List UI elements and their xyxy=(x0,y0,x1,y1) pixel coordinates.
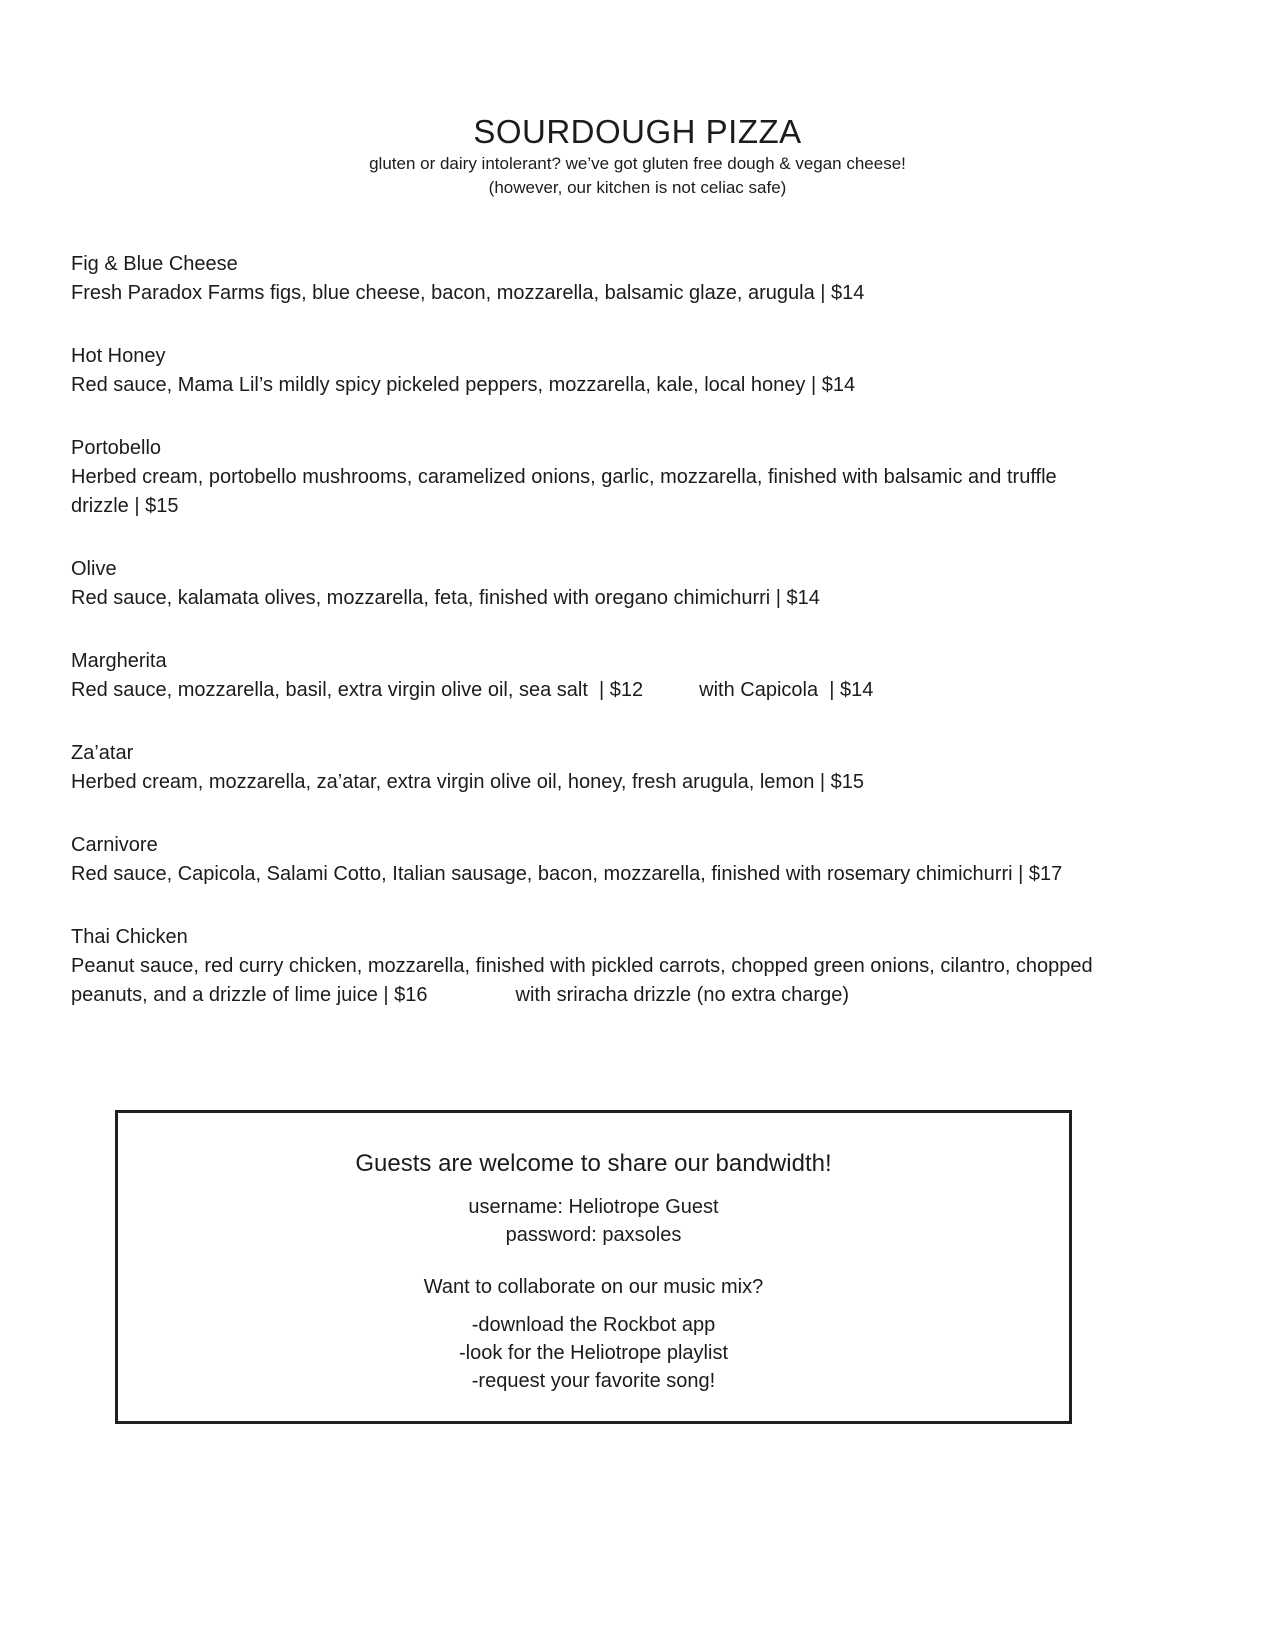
item-description: Fresh Paradox Farms figs, blue cheese, bacon, mozzarella, balsamic glaze, arugula | $14 xyxy=(71,282,865,304)
item-name: Fig & Blue Cheese xyxy=(71,253,238,275)
item-name: Thai Chicken xyxy=(71,926,188,948)
subtitle-line-1: gluten or dairy intolerant? we’ve got gluten free dough & vegan cheese! xyxy=(369,154,906,173)
music-step-playlist: -look for the Heliotrope playlist xyxy=(458,1342,728,1364)
menu-item-zaatar xyxy=(71,739,1119,797)
item-description xyxy=(71,676,1119,705)
music-heading: Want to collaborate on our music mix? xyxy=(423,1276,764,1298)
item-description: Red sauce, Capicola, Salami Cotto, Italian sausage, bacon, mozzarella, finished with rosemary chimichurri | $17 xyxy=(71,863,1063,885)
page-title: SOURDOUGH PIZZA xyxy=(473,113,802,150)
menu-list xyxy=(71,250,1119,1010)
item-desc-text: Red sauce, mozzarella, basil, extra virgin olive oil, sea salt | $12 xyxy=(71,679,644,701)
music-step-download: -download the Rockbot app xyxy=(471,1314,716,1336)
menu-item-olive xyxy=(71,555,1119,613)
item-option: with sriracha drizzle (no extra charge) xyxy=(515,984,849,1006)
item-description: Red sauce, Mama Lil’s mildly spicy pickeled peppers, mozzarella, kale, local honey | $14 xyxy=(71,374,856,396)
wifi-password: password: paxsoles xyxy=(505,1224,682,1246)
item-name: Margherita xyxy=(71,650,167,672)
wifi-username: username: Heliotrope Guest xyxy=(468,1196,719,1218)
item-name: Olive xyxy=(71,558,117,580)
menu-item-hot-honey xyxy=(71,342,1119,400)
item-desc-text: Peanut sauce, red curry chicken, mozzarella, finished with pickled carrots, chopped green onions, cilantro, chopped peanuts, and a drizzle of lime juice | $16 xyxy=(71,955,1099,1006)
menu-item-portobello xyxy=(71,434,1119,521)
menu-item-margherita xyxy=(71,647,1119,705)
wifi-info-box xyxy=(115,1110,1072,1424)
item-description xyxy=(71,952,1119,1010)
subtitle-line-2: (however, our kitchen is not celiac safe) xyxy=(488,178,787,197)
menu-item-fig-blue-cheese xyxy=(71,250,1119,308)
menu-item-thai-chicken xyxy=(71,923,1119,1010)
item-description: Red sauce, kalamata olives, mozzarella, feta, finished with oregano chimichurri | $14 xyxy=(71,587,820,609)
music-step-request: -request your favorite song! xyxy=(471,1370,716,1392)
item-name: Carnivore xyxy=(71,834,158,856)
item-description: Herbed cream, mozzarella, za’atar, extra virgin olive oil, honey, fresh arugula, lemon | $15 xyxy=(71,771,864,793)
menu-header xyxy=(0,0,1275,200)
item-description: Herbed cream, portobello mushrooms, caramelized onions, garlic, mozzarella, finished with balsamic and truffle drizzle | $15 xyxy=(71,466,1063,517)
menu-item-carnivore xyxy=(71,831,1119,889)
item-name: Portobello xyxy=(71,437,162,459)
item-name: Za’atar xyxy=(71,742,134,764)
item-name: Hot Honey xyxy=(71,345,166,367)
item-option: with Capicola | $14 xyxy=(699,679,874,701)
wifi-heading: Guests are welcome to share our bandwidth! xyxy=(355,1150,832,1177)
